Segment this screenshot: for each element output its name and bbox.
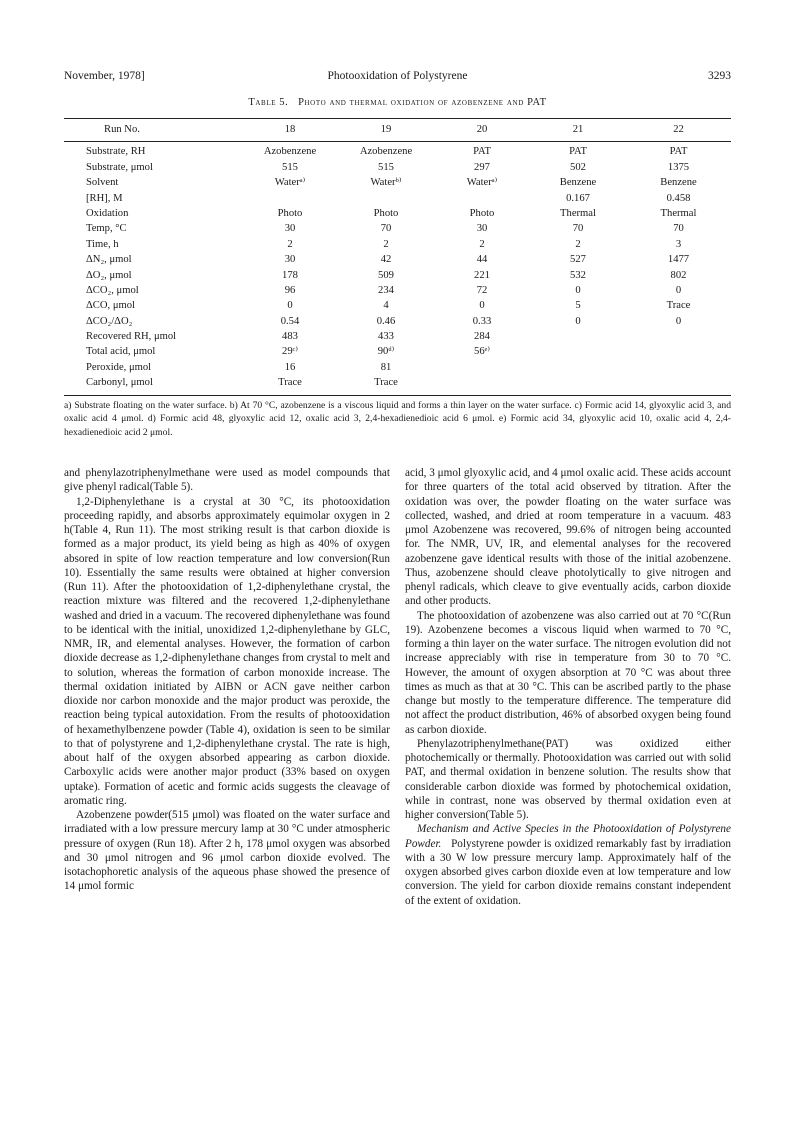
table-cell: 4 (383, 300, 389, 312)
table-cell (434, 191, 530, 206)
row-label: [RH], M (86, 192, 123, 204)
table-row (64, 253, 731, 268)
table-row (64, 268, 731, 283)
table-cell: 483 (282, 331, 298, 343)
table-cell: 509 (378, 269, 394, 281)
table-cell: 30 (284, 223, 296, 235)
running-header (64, 70, 731, 86)
table-cell: Azobenzene (263, 146, 317, 158)
table-cell: 70 (380, 223, 392, 235)
table-header-row (64, 119, 731, 142)
table-cell: Photo (373, 207, 399, 219)
column-header: 18 (242, 119, 338, 142)
table-cell (626, 330, 731, 345)
table-caption (64, 97, 731, 108)
column-header: 20 (434, 119, 530, 142)
table-body (64, 142, 731, 396)
table-row (64, 345, 731, 360)
paragraph: The photooxidation of azobenzene was also carried out at 70 °C(Run 19). Azobenzene becomes a viscous liquid when warmed to 70 °C, forming a thin layer on the water surface. The nitrogen evolution did not increase appreciably with rise in temperature from 30 to 70 °C. However, the amount of oxygen absorption at 70 °C was about three times as much as that at 30 °C. This can be ascribed partly to the phase change but mostly to the temperature difference. The temperature did not affect the product distribution, 46% of absorbed oxygen being found as carbon dioxide. (405, 609, 731, 736)
table-cell: 42 (380, 254, 392, 266)
table-cell: 29ᶜ⁾ (282, 346, 298, 358)
table-cell: 527 (570, 254, 586, 266)
column-header: Run No. (64, 119, 242, 142)
table-cell: Thermal (560, 207, 596, 219)
table-cell: PAT (473, 146, 491, 158)
section-paragraph (405, 822, 731, 908)
table-cell: 0 (575, 315, 581, 327)
right-column (405, 466, 731, 908)
table-cell: Benzene (559, 177, 597, 189)
table-cell: 0 (675, 284, 682, 296)
table-cell: 3 (675, 238, 682, 250)
row-label: Temp, °C (86, 223, 127, 235)
table-row (64, 376, 731, 396)
table-row (64, 160, 731, 175)
table-cell (434, 360, 530, 375)
table-cell: 2 (479, 238, 485, 250)
row-label: ΔO₂, μmol (86, 269, 132, 281)
table-row (64, 284, 731, 299)
table-row (64, 330, 731, 345)
row-label: Oxidation (86, 207, 129, 219)
table-row (64, 142, 731, 161)
row-label: Time, h (86, 238, 119, 250)
table-cell: 70 (673, 223, 684, 235)
table-cell: 72 (476, 284, 488, 296)
table-row (64, 176, 731, 191)
paragraph: 1,2-Diphenylethane is a crystal at 30 °C, its photooxidation proceeding rapidly, and absorbs approximately equimolar oxygen in 2 h(Table 4, Run 11). The most striking result is that carbon dioxide is formed as a major product, its yield being as high as 40% of oxygen absored in spite of low reaction temperature and low conversion(Run 10). Essentially the same results were obtained at higher conversion (Run 11). After the photooxidation of 1,2-diphenylethane crystal, the reaction mixture was filtered and the recovered 1,2-diphenylethane washed and dried in a vacuum. The recovered diphenylethane was found to be identical with the initial, unoxidized 1,2-diphenylethane by GLC, NMR, IR, and elemental analyses. However, the formation of carbon dioxide decrease as 1,2-diphenylethane changes from crystal to melt and to solution, whereas the formation of carbon monoxide increase. The thermal oxidation initiated by AIBN or ACN gave neither carbon dioxide nor carbon monoxide and the major product was peroxide, the reaction being typical autoxidation. From the results of photooxidation of hexamethylbenzene powder (Table 4), oxidation is seen to be similar to that of polystyrene and 1,2-diphenylethane crystal. The rate is high, about half of the oxygen absorbed appearing as carbon dioxide. Carboxylic acids were another major product (33% based on oxygen uptake). Formation of acetic and formic acids suggests the cleavage of aromatic ring. (64, 495, 390, 807)
row-label: ΔCO₂/ΔO₂ (86, 315, 133, 327)
table-cell (530, 330, 626, 345)
table-cell (530, 345, 626, 360)
table-cell: 96 (284, 284, 296, 296)
table-cell: 0 (675, 315, 682, 327)
table-cell: 0 (287, 300, 293, 312)
table-cell: 221 (474, 269, 490, 281)
paragraph: Phenylazotriphenylmethane(PAT) was oxidized either photochemically or thermally. Photooxidation was carried out with solid PAT, and thermal oxidation in benzene solution. The results show that considerable carbon dioxide was formed by photochemical oxidation, while in contrast, none was observed by thermal oxidation even at higher conversion(Table 5). (405, 737, 731, 821)
table-cell: 81 (380, 361, 392, 373)
table-cell: 16 (284, 361, 296, 373)
table-row (64, 222, 731, 237)
table-footnotes: a) Substrate floating on the water surface. b) At 70 °C, azobenzene is a viscous liquid and forms a thin layer on the water surface. c) Formic acid 14, glyoxylic acid 3, and oxalic acid 4 μmol. d) Formic acid 48, glyoxylic acid 12, oxalic acid 3, 2,4-hexadienedioic acid 6 μmol. e) Formic acid 34, glyoxylic acid 10, oxalic acid 4, 2,4-hexadienedioic acid 2 μmol. (64, 400, 731, 438)
table-cell: 30 (284, 254, 296, 266)
table-cell: Benzene (660, 177, 697, 189)
paragraph: acid, 3 μmol glyoxylic acid, and 4 μmol oxalic acid. These acids account for three quarters of the total acid observed by titration. After the oxidation was over, the powder floating on the water surface was collected, washed, and dried at room temperature in a vacuum. 483 μmol Azobenzene was recovered, 99.6% of nitrogen being accounted for. The NMR, UV, IR, and elemental analyses for the recovered azobenzene gave identical results with those of the initial azobenzene. Thus, azobenzene should cleave photolytically to give nitrogen and phenyl radicals, which cleave to give eventually acids, carbon dioxide and other products. (405, 467, 731, 608)
results-table (64, 118, 731, 396)
table-title: Photo and thermal oxidation of azobenzene and PAT (298, 97, 547, 108)
table-cell: 0.167 (566, 192, 590, 204)
table-cell (626, 345, 731, 360)
journal-issue-date: November, 1978] (64, 70, 145, 82)
row-label: Total acid, μmol (86, 346, 156, 358)
table-cell: 1375 (667, 161, 690, 173)
table-row (64, 299, 731, 314)
table-cell: 532 (570, 269, 586, 281)
table-cell: Waterᵇ⁾ (370, 177, 402, 189)
column-header: 19 (338, 119, 434, 142)
row-label: Substrate, RH (86, 146, 146, 158)
table-cell: 515 (282, 161, 298, 173)
table-cell: 5 (575, 300, 581, 312)
table-cell: 0.33 (472, 315, 492, 327)
table-cell: Thermal (660, 207, 697, 219)
table-cell: 284 (474, 331, 490, 343)
table-cell: 1477 (667, 254, 690, 266)
table-row (64, 191, 731, 206)
table-cell: Waterᵃ⁾ (274, 177, 306, 189)
row-label: Recovered RH, μmol (86, 331, 177, 343)
page-number: 3293 (708, 70, 731, 82)
table-cell: 70 (572, 223, 584, 235)
table-cell: 802 (670, 269, 687, 281)
table-cell (242, 191, 338, 206)
table-cell: PAT (569, 146, 587, 158)
table-cell: 56ᵉ⁾ (474, 346, 490, 358)
table-cell: Trace (338, 376, 434, 396)
row-label: ΔCO, μmol (86, 300, 135, 312)
table-cell: 0 (575, 284, 581, 296)
row-label: ΔCO₂, μmol (86, 284, 139, 296)
row-label: Solvent (86, 177, 119, 189)
table-cell (434, 376, 530, 396)
table-cell: 178 (282, 269, 298, 281)
table-cell (626, 376, 731, 396)
table-cell: PAT (669, 146, 688, 158)
table-row (64, 237, 731, 252)
table-cell: Trace (242, 376, 338, 396)
table-cell: 234 (378, 284, 394, 296)
table-cell: Photo (469, 207, 495, 219)
paragraph: and phenylazotriphenylmethane were used as model compounds that give phenyl radical(Table 5). (64, 467, 390, 494)
row-label: Substrate, μmol (86, 161, 153, 173)
row-label: Carbonyl, μmol (64, 376, 242, 396)
table-row (64, 360, 731, 375)
table-cell: 0.458 (666, 192, 691, 204)
table-cell: 0.54 (280, 315, 300, 327)
table-cell: Trace (666, 300, 691, 312)
table-cell: 433 (378, 331, 394, 343)
table-cell (530, 376, 626, 396)
table-label: Table 5. (248, 97, 289, 108)
table-row (64, 207, 731, 222)
table-cell: Waterᵃ⁾ (466, 177, 498, 189)
table-row (64, 314, 731, 329)
table-cell: 44 (476, 254, 488, 266)
table-cell: 0.46 (376, 315, 396, 327)
table-cell: Azobenzene (359, 146, 413, 158)
table-cell: 0 (479, 300, 485, 312)
row-label: ΔN₂, μmol (86, 254, 132, 266)
table-cell: Photo (277, 207, 303, 219)
column-header: 22 (626, 119, 731, 142)
table-cell (626, 360, 731, 375)
left-column (64, 466, 390, 894)
table-cell: 2 (287, 238, 293, 250)
table-cell: 502 (570, 161, 586, 173)
paragraph: Azobenzene powder(515 μmol) was floated on the water surface and irradiated with a low pressure mercury lamp at 30 °C under atmospheric pressure of oxygen (Run 18). After 2 h, 178 μmol oxygen was absorbed and 30 μmol nitrogen and 96 μmol carbon dioxide evolved. The isotachophoretic analysis of the aqueous phase showed the presence of 14 μmol formic (64, 809, 390, 893)
table-cell: 2 (575, 238, 581, 250)
table-cell: 297 (474, 161, 490, 173)
section-heading: Mechanism and Active Species in the Photooxidation of Polystyrene Powder. (405, 823, 731, 850)
table-cell (530, 360, 626, 375)
table-cell: 2 (383, 238, 389, 250)
row-label: Peroxide, μmol (86, 361, 152, 373)
running-title: Photooxidation of Polystyrene (327, 70, 468, 82)
table-cell (338, 191, 434, 206)
table-cell: 515 (378, 161, 394, 173)
table-cell: 30 (476, 223, 488, 235)
section-text: Polystyrene powder is oxidized remarkably fast by irradiation with a 30 W low pressure mercury lamp. Approximately half of the oxygen absorbed gives carbon dioxide even at low temperature and low conversion. The yield for carbon dioxide remains constant independent of the extent of oxidation. (405, 837, 731, 907)
table-cell: 90ᵈ⁾ (377, 346, 395, 358)
column-header: 21 (530, 119, 626, 142)
